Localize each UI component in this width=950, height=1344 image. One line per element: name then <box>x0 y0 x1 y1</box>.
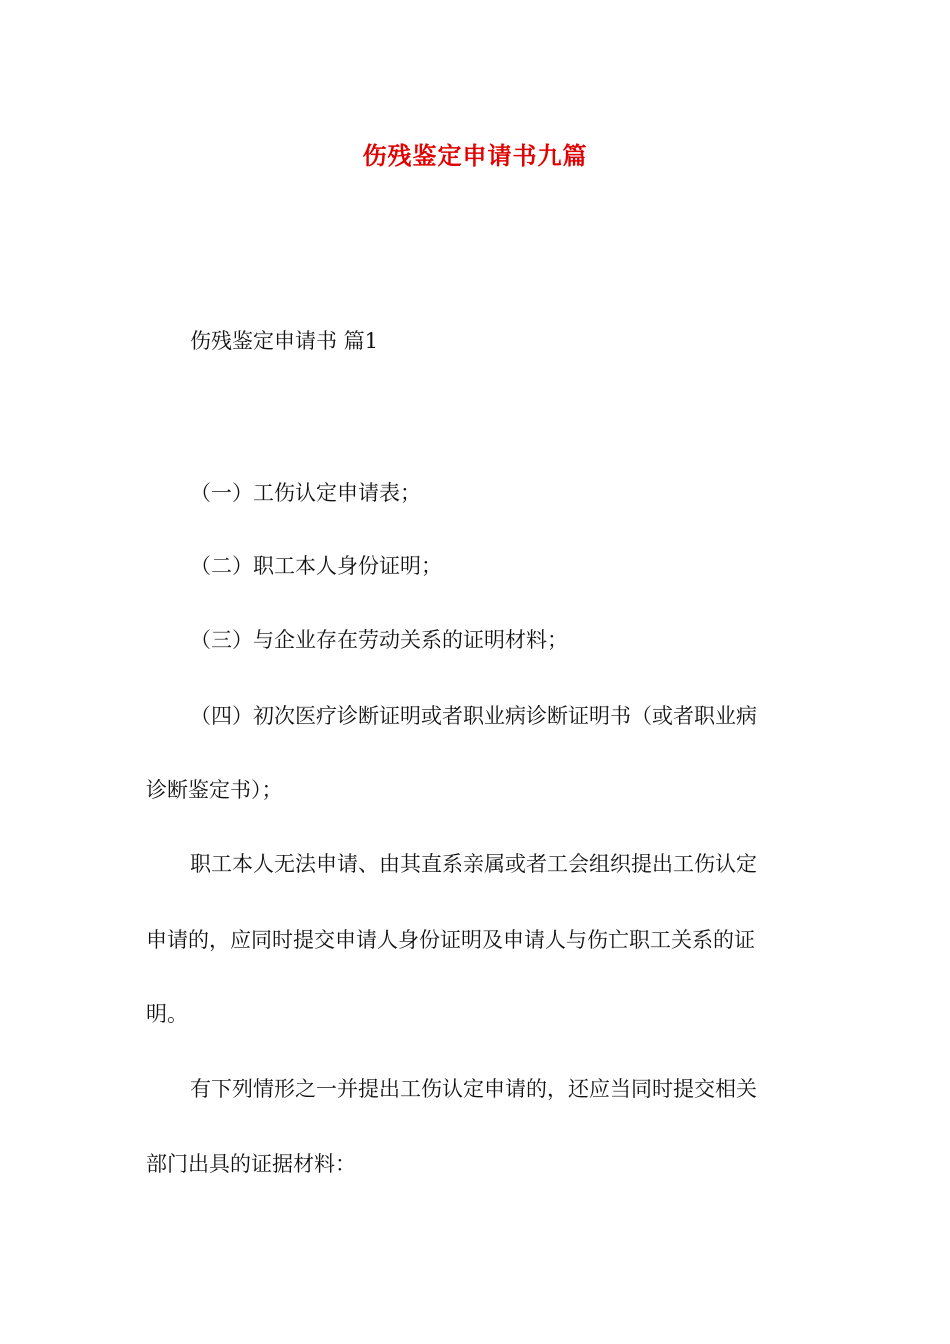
paragraph-line: （四）初次医疗诊断证明或者职业病诊断证明书（或者职业病 <box>190 704 757 728</box>
paragraph-line: 明。 <box>146 1002 188 1026</box>
document-title: 伤残鉴定申请书九篇 <box>362 141 588 170</box>
section-heading: 伤残鉴定申请书 篇1 <box>190 329 379 353</box>
paragraph-line: 部门出具的证据材料： <box>146 1152 356 1176</box>
paragraph-line: 诊断鉴定书）； <box>146 778 283 802</box>
paragraph-line: （一）工伤认定申请表； <box>190 481 421 505</box>
paragraph-line: 申请的，应同时提交申请人身份证明及申请人与伤亡职工关系的证 <box>146 928 755 952</box>
paragraph-line: 有下列情形之一并提出工伤认定申请的，还应当同时提交相关 <box>190 1077 757 1101</box>
paragraph-line: （三）与企业存在劳动关系的证明材料； <box>190 628 568 652</box>
paragraph-line: （二）职工本人身份证明； <box>190 554 442 578</box>
paragraph-line: 职工本人无法申请、由其直系亲属或者工会组织提出工伤认定 <box>190 852 757 876</box>
